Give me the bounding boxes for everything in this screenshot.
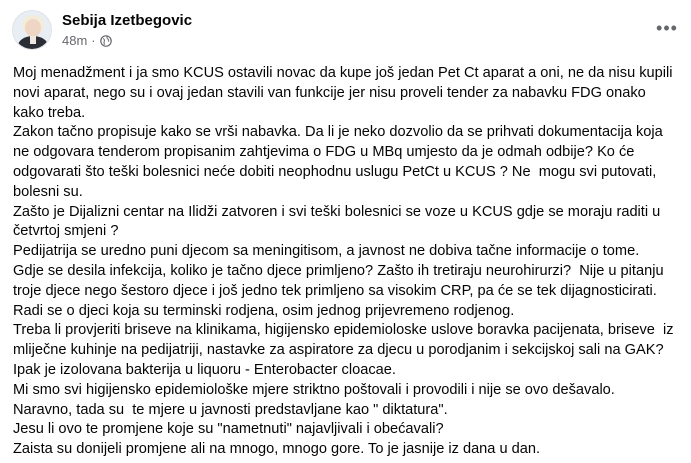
post-text-line: ne odgovara tenderom propisanim zahtjevima o FDG u MBq umjesto da je odmah odbije? Ko će: [13, 144, 635, 161]
post-text-line: Pedijatrija se uredno puni djecom sa meningitisom, a javnost ne dobiva tačne informacije o tome.: [13, 243, 640, 260]
post-text-line: Treba li provjeriti briseve na klinikama, higijensko epidemioloske uslove boravka pacijenata, briseve iz: [13, 322, 674, 339]
post-text-line: bolesni su.: [13, 183, 83, 200]
post-text-line: mliječne kuhinje na pedijatriji, nastavke za aspiratore za djecu u porodjanim i sekcijskoj sali na GAK?: [13, 342, 664, 359]
post-text-line: Naravno, tada su te mjere u javnosti predstavljane kao " diktatura".: [13, 401, 448, 418]
separator-dot: ·: [91, 33, 96, 48]
more-options-icon[interactable]: •••: [656, 18, 678, 38]
post-text-line: Mi smo svi higijensko epidemiološke mjere striktno poštovali i provodili i nije se ovo dešavalo.: [13, 381, 615, 398]
post-text-line: Gdje se desila infekcija, koliko je tačno djece primljeno? Zašto ih tretiraju neurohirurzi? Nije u pitanju: [13, 262, 664, 279]
post-text-line: Radi se o djeci koja su terminski rodjena, osim jednog prijevremeno rodjenog.: [13, 302, 515, 319]
post-text-line: Jesu li ovo te promjene koje su "nametnuti" najavljivali i obećavali?: [13, 421, 444, 438]
post-text-line: četvrtoj smjeni ?: [13, 223, 119, 240]
post-meta: [62, 11, 192, 49]
avatar[interactable]: [12, 10, 52, 50]
post-text-line: Moj menadžment i ja smo KCUS ostavili novac da kupe još jedan Pet Ct aparat a oni, ne da nisu kupili: [13, 65, 673, 81]
post-timestamp[interactable]: 48m: [62, 33, 88, 48]
post-subline: [62, 32, 192, 49]
post-text-line: Zakon tačno propisuje kako se vrši nabavka. Da li je neko dozvolio da se prihvati dokumentacija koja: [13, 124, 663, 141]
post-body: [13, 64, 681, 460]
post-text-line: odgovarati što teški bolesnici neće dobiti neophodnu uslugu PetCt u KCUS ? Ne mogu svi putovati,: [13, 163, 657, 180]
author-name[interactable]: Sebija Izetbegovic: [62, 12, 193, 29]
globe-icon[interactable]: [100, 35, 112, 47]
post-text-line: Ipak je izolovana bakterija u liquoru - Enterobacter cloacae.: [13, 361, 396, 378]
post-text-line: kako treba.: [13, 104, 86, 121]
post-text-line: Zaista su donijeli promjene ali na mnogo, mnogo gore. To je jasnije iz dana u dan.: [13, 441, 541, 458]
post-text-line: troje djece nego šestoro djece i još jedno tek primljeno sa visokim CRP, pa će se tek dijagnosticirati.: [13, 282, 657, 299]
post-text-line: Zašto je Dijalizni centar na Ilidži zatvoren i svi teški bolesnici se voze u KCUS gdje se moraju raditi u: [13, 203, 661, 220]
post-header: [12, 8, 679, 52]
post-text-line: novi aparat, nego su i ovaj jedan stavili van funkcije jer nisu proveli tender za nabavku FDG onako: [13, 84, 646, 101]
